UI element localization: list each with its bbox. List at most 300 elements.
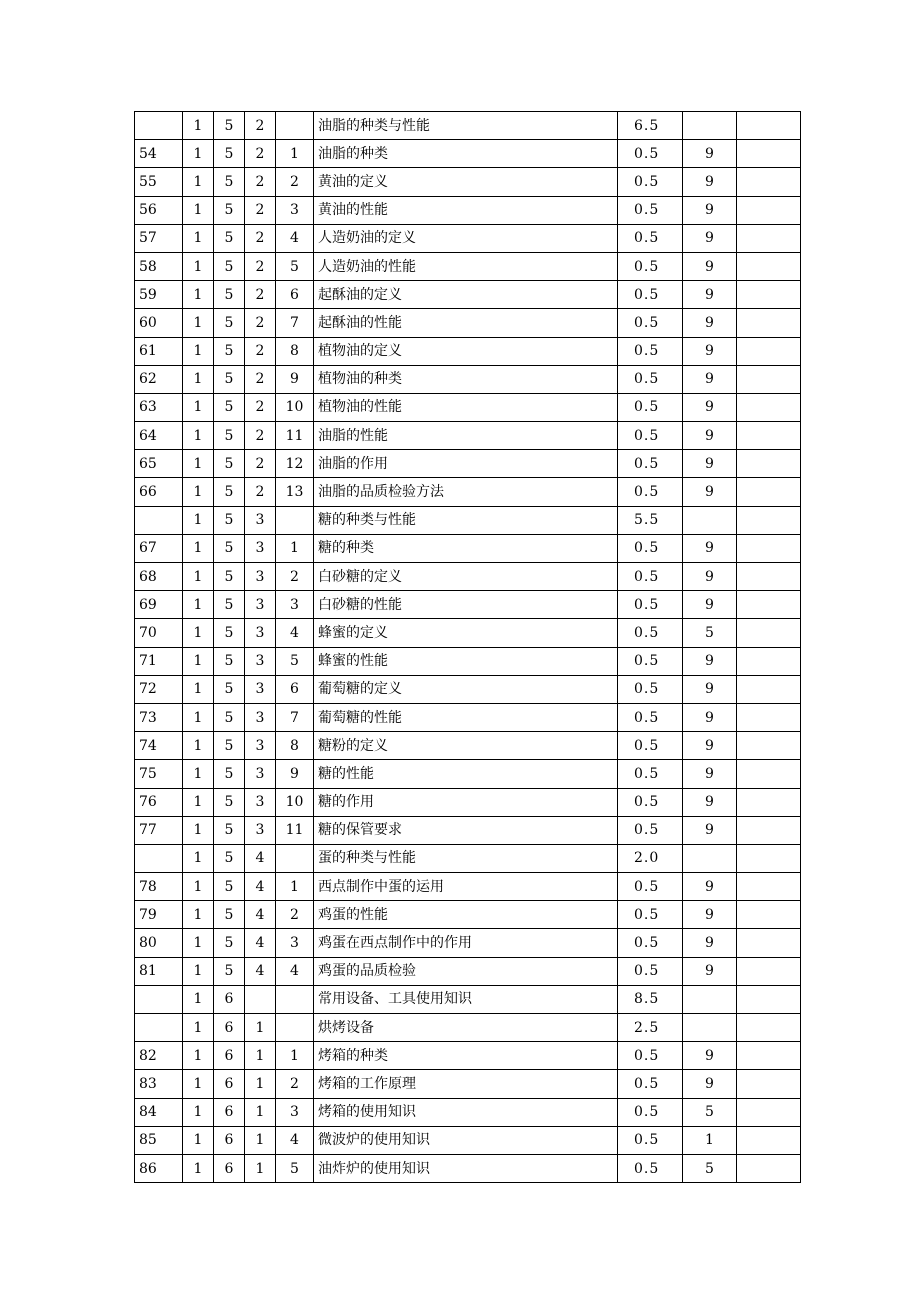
weight-cell: 0.5 bbox=[618, 1098, 683, 1126]
item-name-cell: 烘烤设备 bbox=[314, 1014, 618, 1042]
remark-cell bbox=[737, 591, 801, 619]
importance-cell: 9 bbox=[683, 788, 737, 816]
row-number-cell: 74 bbox=[135, 732, 183, 760]
row-number-cell: 78 bbox=[135, 873, 183, 901]
weight-cell: 0.5 bbox=[618, 901, 683, 929]
level-4-cell: 4 bbox=[276, 957, 314, 985]
row-number-cell: 71 bbox=[135, 647, 183, 675]
level-3-cell: 2 bbox=[245, 252, 276, 280]
level-3-cell: 3 bbox=[245, 703, 276, 731]
level-4-cell: 6 bbox=[276, 675, 314, 703]
level-4-cell: 10 bbox=[276, 788, 314, 816]
row-number-cell: 79 bbox=[135, 901, 183, 929]
level-1-cell: 1 bbox=[183, 675, 214, 703]
level-4-cell: 2 bbox=[276, 901, 314, 929]
remark-cell bbox=[737, 1098, 801, 1126]
level-3-cell bbox=[245, 985, 276, 1013]
weight-cell: 0.5 bbox=[618, 816, 683, 844]
level-3-cell: 4 bbox=[245, 929, 276, 957]
item-name-cell: 植物油的种类 bbox=[314, 365, 618, 393]
remark-cell bbox=[737, 703, 801, 731]
weight-cell: 0.5 bbox=[618, 929, 683, 957]
level-3-cell: 4 bbox=[245, 957, 276, 985]
level-3-cell: 3 bbox=[245, 647, 276, 675]
level-3-cell: 3 bbox=[245, 534, 276, 562]
level-4-cell bbox=[276, 985, 314, 1013]
table-row bbox=[135, 563, 801, 591]
table-row bbox=[135, 1042, 801, 1070]
importance-cell: 9 bbox=[683, 450, 737, 478]
item-name-cell: 起酥油的定义 bbox=[314, 281, 618, 309]
level-1-cell: 1 bbox=[183, 1154, 214, 1182]
level-3-cell: 2 bbox=[245, 450, 276, 478]
level-2-cell: 6 bbox=[214, 1042, 245, 1070]
level-2-cell: 5 bbox=[214, 224, 245, 252]
table-row bbox=[135, 224, 801, 252]
table-row bbox=[135, 901, 801, 929]
level-2-cell: 5 bbox=[214, 309, 245, 337]
table-row bbox=[135, 732, 801, 760]
level-1-cell: 1 bbox=[183, 732, 214, 760]
level-4-cell: 8 bbox=[276, 732, 314, 760]
item-name-cell: 西点制作中蛋的运用 bbox=[314, 873, 618, 901]
level-1-cell: 1 bbox=[183, 337, 214, 365]
table-row bbox=[135, 619, 801, 647]
item-name-cell: 常用设备、工具使用知识 bbox=[314, 985, 618, 1013]
level-3-cell: 4 bbox=[245, 901, 276, 929]
table-row bbox=[135, 309, 801, 337]
row-number-cell bbox=[135, 1014, 183, 1042]
level-1-cell: 1 bbox=[183, 224, 214, 252]
weight-cell: 8.5 bbox=[618, 985, 683, 1013]
table-row bbox=[135, 1014, 801, 1042]
importance-cell: 9 bbox=[683, 422, 737, 450]
level-2-cell: 5 bbox=[214, 563, 245, 591]
level-2-cell: 5 bbox=[214, 534, 245, 562]
weight-cell: 0.5 bbox=[618, 337, 683, 365]
table-row bbox=[135, 1070, 801, 1098]
remark-cell bbox=[737, 140, 801, 168]
level-4-cell: 4 bbox=[276, 224, 314, 252]
importance-cell bbox=[683, 985, 737, 1013]
level-1-cell: 1 bbox=[183, 140, 214, 168]
weight-cell: 0.5 bbox=[618, 140, 683, 168]
level-3-cell: 3 bbox=[245, 506, 276, 534]
importance-cell: 5 bbox=[683, 619, 737, 647]
level-3-cell: 3 bbox=[245, 816, 276, 844]
row-number-cell: 59 bbox=[135, 281, 183, 309]
item-name-cell: 人造奶油的定义 bbox=[314, 224, 618, 252]
remark-cell bbox=[737, 901, 801, 929]
remark-cell bbox=[737, 393, 801, 421]
importance-cell: 9 bbox=[683, 478, 737, 506]
item-name-cell: 烤箱的使用知识 bbox=[314, 1098, 618, 1126]
row-number-cell: 67 bbox=[135, 534, 183, 562]
weight-cell: 6.5 bbox=[618, 112, 683, 140]
level-1-cell: 1 bbox=[183, 393, 214, 421]
weight-cell: 0.5 bbox=[618, 1042, 683, 1070]
level-4-cell bbox=[276, 1014, 314, 1042]
level-1-cell: 1 bbox=[183, 478, 214, 506]
level-2-cell: 5 bbox=[214, 506, 245, 534]
item-name-cell: 白砂糖的性能 bbox=[314, 591, 618, 619]
level-2-cell: 6 bbox=[214, 1098, 245, 1126]
item-name-cell: 糖的种类 bbox=[314, 534, 618, 562]
level-2-cell: 5 bbox=[214, 675, 245, 703]
level-1-cell: 1 bbox=[183, 450, 214, 478]
remark-cell bbox=[737, 337, 801, 365]
weight-cell: 0.5 bbox=[618, 478, 683, 506]
item-name-cell: 鸡蛋的品质检验 bbox=[314, 957, 618, 985]
level-4-cell: 2 bbox=[276, 168, 314, 196]
weight-cell: 0.5 bbox=[618, 534, 683, 562]
item-name-cell: 黄油的定义 bbox=[314, 168, 618, 196]
level-1-cell: 1 bbox=[183, 1042, 214, 1070]
level-2-cell: 5 bbox=[214, 337, 245, 365]
importance-cell: 9 bbox=[683, 816, 737, 844]
row-number-cell: 77 bbox=[135, 816, 183, 844]
level-4-cell: 2 bbox=[276, 563, 314, 591]
level-1-cell: 1 bbox=[183, 196, 214, 224]
level-2-cell: 6 bbox=[214, 1014, 245, 1042]
level-1-cell: 1 bbox=[183, 563, 214, 591]
level-4-cell: 3 bbox=[276, 1098, 314, 1126]
level-4-cell: 1 bbox=[276, 873, 314, 901]
level-2-cell: 5 bbox=[214, 252, 245, 280]
row-number-cell bbox=[135, 506, 183, 534]
importance-cell: 1 bbox=[683, 1126, 737, 1154]
item-name-cell: 葡萄糖的性能 bbox=[314, 703, 618, 731]
table-row bbox=[135, 168, 801, 196]
remark-cell bbox=[737, 112, 801, 140]
level-4-cell: 10 bbox=[276, 393, 314, 421]
row-number-cell: 62 bbox=[135, 365, 183, 393]
item-name-cell: 油脂的品质检验方法 bbox=[314, 478, 618, 506]
item-name-cell: 黄油的性能 bbox=[314, 196, 618, 224]
table-row bbox=[135, 703, 801, 731]
table-row bbox=[135, 844, 801, 872]
remark-cell bbox=[737, 619, 801, 647]
level-3-cell: 2 bbox=[245, 365, 276, 393]
level-2-cell: 5 bbox=[214, 478, 245, 506]
level-3-cell: 3 bbox=[245, 760, 276, 788]
level-3-cell: 4 bbox=[245, 844, 276, 872]
weight-cell: 5.5 bbox=[618, 506, 683, 534]
item-name-cell: 油脂的作用 bbox=[314, 450, 618, 478]
item-name-cell: 植物油的性能 bbox=[314, 393, 618, 421]
table-row bbox=[135, 478, 801, 506]
row-number-cell: 72 bbox=[135, 675, 183, 703]
row-number-cell: 54 bbox=[135, 140, 183, 168]
weight-cell: 0.5 bbox=[618, 675, 683, 703]
level-3-cell: 2 bbox=[245, 478, 276, 506]
remark-cell bbox=[737, 1042, 801, 1070]
level-4-cell: 7 bbox=[276, 703, 314, 731]
level-3-cell: 4 bbox=[245, 873, 276, 901]
item-name-cell: 油脂的种类与性能 bbox=[314, 112, 618, 140]
weight-cell: 0.5 bbox=[618, 703, 683, 731]
importance-cell: 5 bbox=[683, 1098, 737, 1126]
level-3-cell: 2 bbox=[245, 337, 276, 365]
remark-cell bbox=[737, 1014, 801, 1042]
table-row bbox=[135, 788, 801, 816]
level-2-cell: 5 bbox=[214, 703, 245, 731]
level-2-cell: 5 bbox=[214, 957, 245, 985]
weight-cell: 0.5 bbox=[618, 760, 683, 788]
level-3-cell: 3 bbox=[245, 563, 276, 591]
remark-cell bbox=[737, 168, 801, 196]
importance-cell: 9 bbox=[683, 647, 737, 675]
importance-cell: 9 bbox=[683, 591, 737, 619]
row-number-cell bbox=[135, 985, 183, 1013]
level-1-cell: 1 bbox=[183, 703, 214, 731]
remark-cell bbox=[737, 732, 801, 760]
item-name-cell: 烤箱的种类 bbox=[314, 1042, 618, 1070]
importance-cell: 9 bbox=[683, 675, 737, 703]
row-number-cell: 64 bbox=[135, 422, 183, 450]
importance-cell: 9 bbox=[683, 252, 737, 280]
table-row bbox=[135, 873, 801, 901]
importance-cell: 9 bbox=[683, 901, 737, 929]
row-number-cell bbox=[135, 844, 183, 872]
item-name-cell: 人造奶油的性能 bbox=[314, 252, 618, 280]
level-1-cell: 1 bbox=[183, 1014, 214, 1042]
item-name-cell: 鸡蛋的性能 bbox=[314, 901, 618, 929]
remark-cell bbox=[737, 985, 801, 1013]
table-row bbox=[135, 196, 801, 224]
row-number-cell bbox=[135, 112, 183, 140]
knowledge-points-table bbox=[134, 111, 801, 1183]
weight-cell: 0.5 bbox=[618, 1070, 683, 1098]
row-number-cell: 55 bbox=[135, 168, 183, 196]
row-number-cell: 69 bbox=[135, 591, 183, 619]
weight-cell: 0.5 bbox=[618, 647, 683, 675]
row-number-cell: 81 bbox=[135, 957, 183, 985]
level-1-cell: 1 bbox=[183, 929, 214, 957]
level-3-cell: 2 bbox=[245, 224, 276, 252]
level-2-cell: 5 bbox=[214, 422, 245, 450]
item-name-cell: 油脂的性能 bbox=[314, 422, 618, 450]
level-4-cell bbox=[276, 506, 314, 534]
item-name-cell: 烤箱的工作原理 bbox=[314, 1070, 618, 1098]
level-4-cell: 1 bbox=[276, 534, 314, 562]
level-3-cell: 1 bbox=[245, 1126, 276, 1154]
item-name-cell: 葡萄糖的定义 bbox=[314, 675, 618, 703]
level-1-cell: 1 bbox=[183, 619, 214, 647]
item-name-cell: 油脂的种类 bbox=[314, 140, 618, 168]
table-row bbox=[135, 252, 801, 280]
remark-cell bbox=[737, 844, 801, 872]
item-name-cell: 糖的作用 bbox=[314, 788, 618, 816]
remark-cell bbox=[737, 873, 801, 901]
remark-cell bbox=[737, 252, 801, 280]
level-1-cell: 1 bbox=[183, 873, 214, 901]
level-3-cell: 2 bbox=[245, 422, 276, 450]
level-4-cell: 4 bbox=[276, 619, 314, 647]
importance-cell: 9 bbox=[683, 703, 737, 731]
level-4-cell bbox=[276, 112, 314, 140]
table-row bbox=[135, 112, 801, 140]
row-number-cell: 84 bbox=[135, 1098, 183, 1126]
importance-cell: 9 bbox=[683, 224, 737, 252]
level-1-cell: 1 bbox=[183, 647, 214, 675]
importance-cell: 9 bbox=[683, 393, 737, 421]
item-name-cell: 鸡蛋在西点制作中的作用 bbox=[314, 929, 618, 957]
table-row bbox=[135, 647, 801, 675]
importance-cell bbox=[683, 506, 737, 534]
level-2-cell: 5 bbox=[214, 365, 245, 393]
level-4-cell: 3 bbox=[276, 929, 314, 957]
table-row bbox=[135, 506, 801, 534]
level-2-cell: 5 bbox=[214, 591, 245, 619]
remark-cell bbox=[737, 365, 801, 393]
level-4-cell: 3 bbox=[276, 591, 314, 619]
level-3-cell: 3 bbox=[245, 732, 276, 760]
level-1-cell: 1 bbox=[183, 985, 214, 1013]
weight-cell: 0.5 bbox=[618, 393, 683, 421]
importance-cell: 9 bbox=[683, 168, 737, 196]
table-row bbox=[135, 675, 801, 703]
level-2-cell: 6 bbox=[214, 985, 245, 1013]
table-row bbox=[135, 957, 801, 985]
level-1-cell: 1 bbox=[183, 422, 214, 450]
row-number-cell: 57 bbox=[135, 224, 183, 252]
level-2-cell: 5 bbox=[214, 140, 245, 168]
row-number-cell: 65 bbox=[135, 450, 183, 478]
row-number-cell: 73 bbox=[135, 703, 183, 731]
level-3-cell: 3 bbox=[245, 788, 276, 816]
level-4-cell: 5 bbox=[276, 647, 314, 675]
level-2-cell: 5 bbox=[214, 393, 245, 421]
level-1-cell: 1 bbox=[183, 1126, 214, 1154]
level-3-cell: 1 bbox=[245, 1042, 276, 1070]
remark-cell bbox=[737, 478, 801, 506]
weight-cell: 0.5 bbox=[618, 365, 683, 393]
weight-cell: 0.5 bbox=[618, 788, 683, 816]
level-2-cell: 6 bbox=[214, 1126, 245, 1154]
table-row bbox=[135, 816, 801, 844]
level-2-cell: 5 bbox=[214, 816, 245, 844]
level-4-cell: 4 bbox=[276, 1126, 314, 1154]
weight-cell: 0.5 bbox=[618, 563, 683, 591]
level-4-cell: 11 bbox=[276, 422, 314, 450]
level-4-cell: 8 bbox=[276, 337, 314, 365]
table-row bbox=[135, 365, 801, 393]
item-name-cell: 微波炉的使用知识 bbox=[314, 1126, 618, 1154]
level-4-cell: 6 bbox=[276, 281, 314, 309]
item-name-cell: 蜂蜜的定义 bbox=[314, 619, 618, 647]
weight-cell: 0.5 bbox=[618, 196, 683, 224]
level-1-cell: 1 bbox=[183, 506, 214, 534]
remark-cell bbox=[737, 1126, 801, 1154]
level-4-cell: 1 bbox=[276, 1042, 314, 1070]
row-number-cell: 80 bbox=[135, 929, 183, 957]
level-4-cell: 3 bbox=[276, 196, 314, 224]
remark-cell bbox=[737, 196, 801, 224]
importance-cell bbox=[683, 112, 737, 140]
level-3-cell: 2 bbox=[245, 140, 276, 168]
level-2-cell: 5 bbox=[214, 450, 245, 478]
item-name-cell: 白砂糖的定义 bbox=[314, 563, 618, 591]
remark-cell bbox=[737, 647, 801, 675]
weight-cell: 0.5 bbox=[618, 1126, 683, 1154]
importance-cell: 9 bbox=[683, 534, 737, 562]
level-3-cell: 2 bbox=[245, 168, 276, 196]
weight-cell: 0.5 bbox=[618, 450, 683, 478]
item-name-cell: 蛋的种类与性能 bbox=[314, 844, 618, 872]
level-2-cell: 5 bbox=[214, 619, 245, 647]
level-2-cell: 5 bbox=[214, 281, 245, 309]
row-number-cell: 58 bbox=[135, 252, 183, 280]
remark-cell bbox=[737, 929, 801, 957]
remark-cell bbox=[737, 281, 801, 309]
level-1-cell: 1 bbox=[183, 788, 214, 816]
importance-cell: 9 bbox=[683, 1042, 737, 1070]
remark-cell bbox=[737, 309, 801, 337]
level-2-cell: 5 bbox=[214, 901, 245, 929]
row-number-cell: 63 bbox=[135, 393, 183, 421]
importance-cell bbox=[683, 844, 737, 872]
importance-cell: 9 bbox=[683, 873, 737, 901]
level-4-cell: 2 bbox=[276, 1070, 314, 1098]
level-3-cell: 3 bbox=[245, 591, 276, 619]
level-2-cell: 5 bbox=[214, 732, 245, 760]
level-1-cell: 1 bbox=[183, 281, 214, 309]
table-row bbox=[135, 393, 801, 421]
importance-cell: 9 bbox=[683, 732, 737, 760]
table-row bbox=[135, 985, 801, 1013]
weight-cell: 0.5 bbox=[618, 732, 683, 760]
item-name-cell: 蜂蜜的性能 bbox=[314, 647, 618, 675]
level-1-cell: 1 bbox=[183, 957, 214, 985]
weight-cell: 0.5 bbox=[618, 252, 683, 280]
level-3-cell: 2 bbox=[245, 281, 276, 309]
level-1-cell: 1 bbox=[183, 816, 214, 844]
remark-cell bbox=[737, 760, 801, 788]
level-2-cell: 5 bbox=[214, 112, 245, 140]
importance-cell: 9 bbox=[683, 140, 737, 168]
weight-cell: 0.5 bbox=[618, 957, 683, 985]
level-2-cell: 5 bbox=[214, 844, 245, 872]
weight-cell: 0.5 bbox=[618, 619, 683, 647]
level-1-cell: 1 bbox=[183, 534, 214, 562]
weight-cell: 0.5 bbox=[618, 1154, 683, 1182]
table-body bbox=[135, 112, 801, 1183]
row-number-cell: 60 bbox=[135, 309, 183, 337]
table-row bbox=[135, 929, 801, 957]
remark-cell bbox=[737, 1070, 801, 1098]
level-2-cell: 5 bbox=[214, 929, 245, 957]
importance-cell: 9 bbox=[683, 1070, 737, 1098]
level-4-cell: 5 bbox=[276, 1154, 314, 1182]
weight-cell: 0.5 bbox=[618, 422, 683, 450]
weight-cell: 0.5 bbox=[618, 873, 683, 901]
level-1-cell: 1 bbox=[183, 844, 214, 872]
level-4-cell: 9 bbox=[276, 760, 314, 788]
table-row bbox=[135, 1126, 801, 1154]
item-name-cell: 糖的保管要求 bbox=[314, 816, 618, 844]
level-3-cell: 3 bbox=[245, 675, 276, 703]
item-name-cell: 糖粉的定义 bbox=[314, 732, 618, 760]
row-number-cell: 82 bbox=[135, 1042, 183, 1070]
weight-cell: 2.0 bbox=[618, 844, 683, 872]
level-1-cell: 1 bbox=[183, 112, 214, 140]
remark-cell bbox=[737, 957, 801, 985]
importance-cell: 9 bbox=[683, 309, 737, 337]
importance-cell bbox=[683, 1014, 737, 1042]
importance-cell: 9 bbox=[683, 929, 737, 957]
level-1-cell: 1 bbox=[183, 760, 214, 788]
